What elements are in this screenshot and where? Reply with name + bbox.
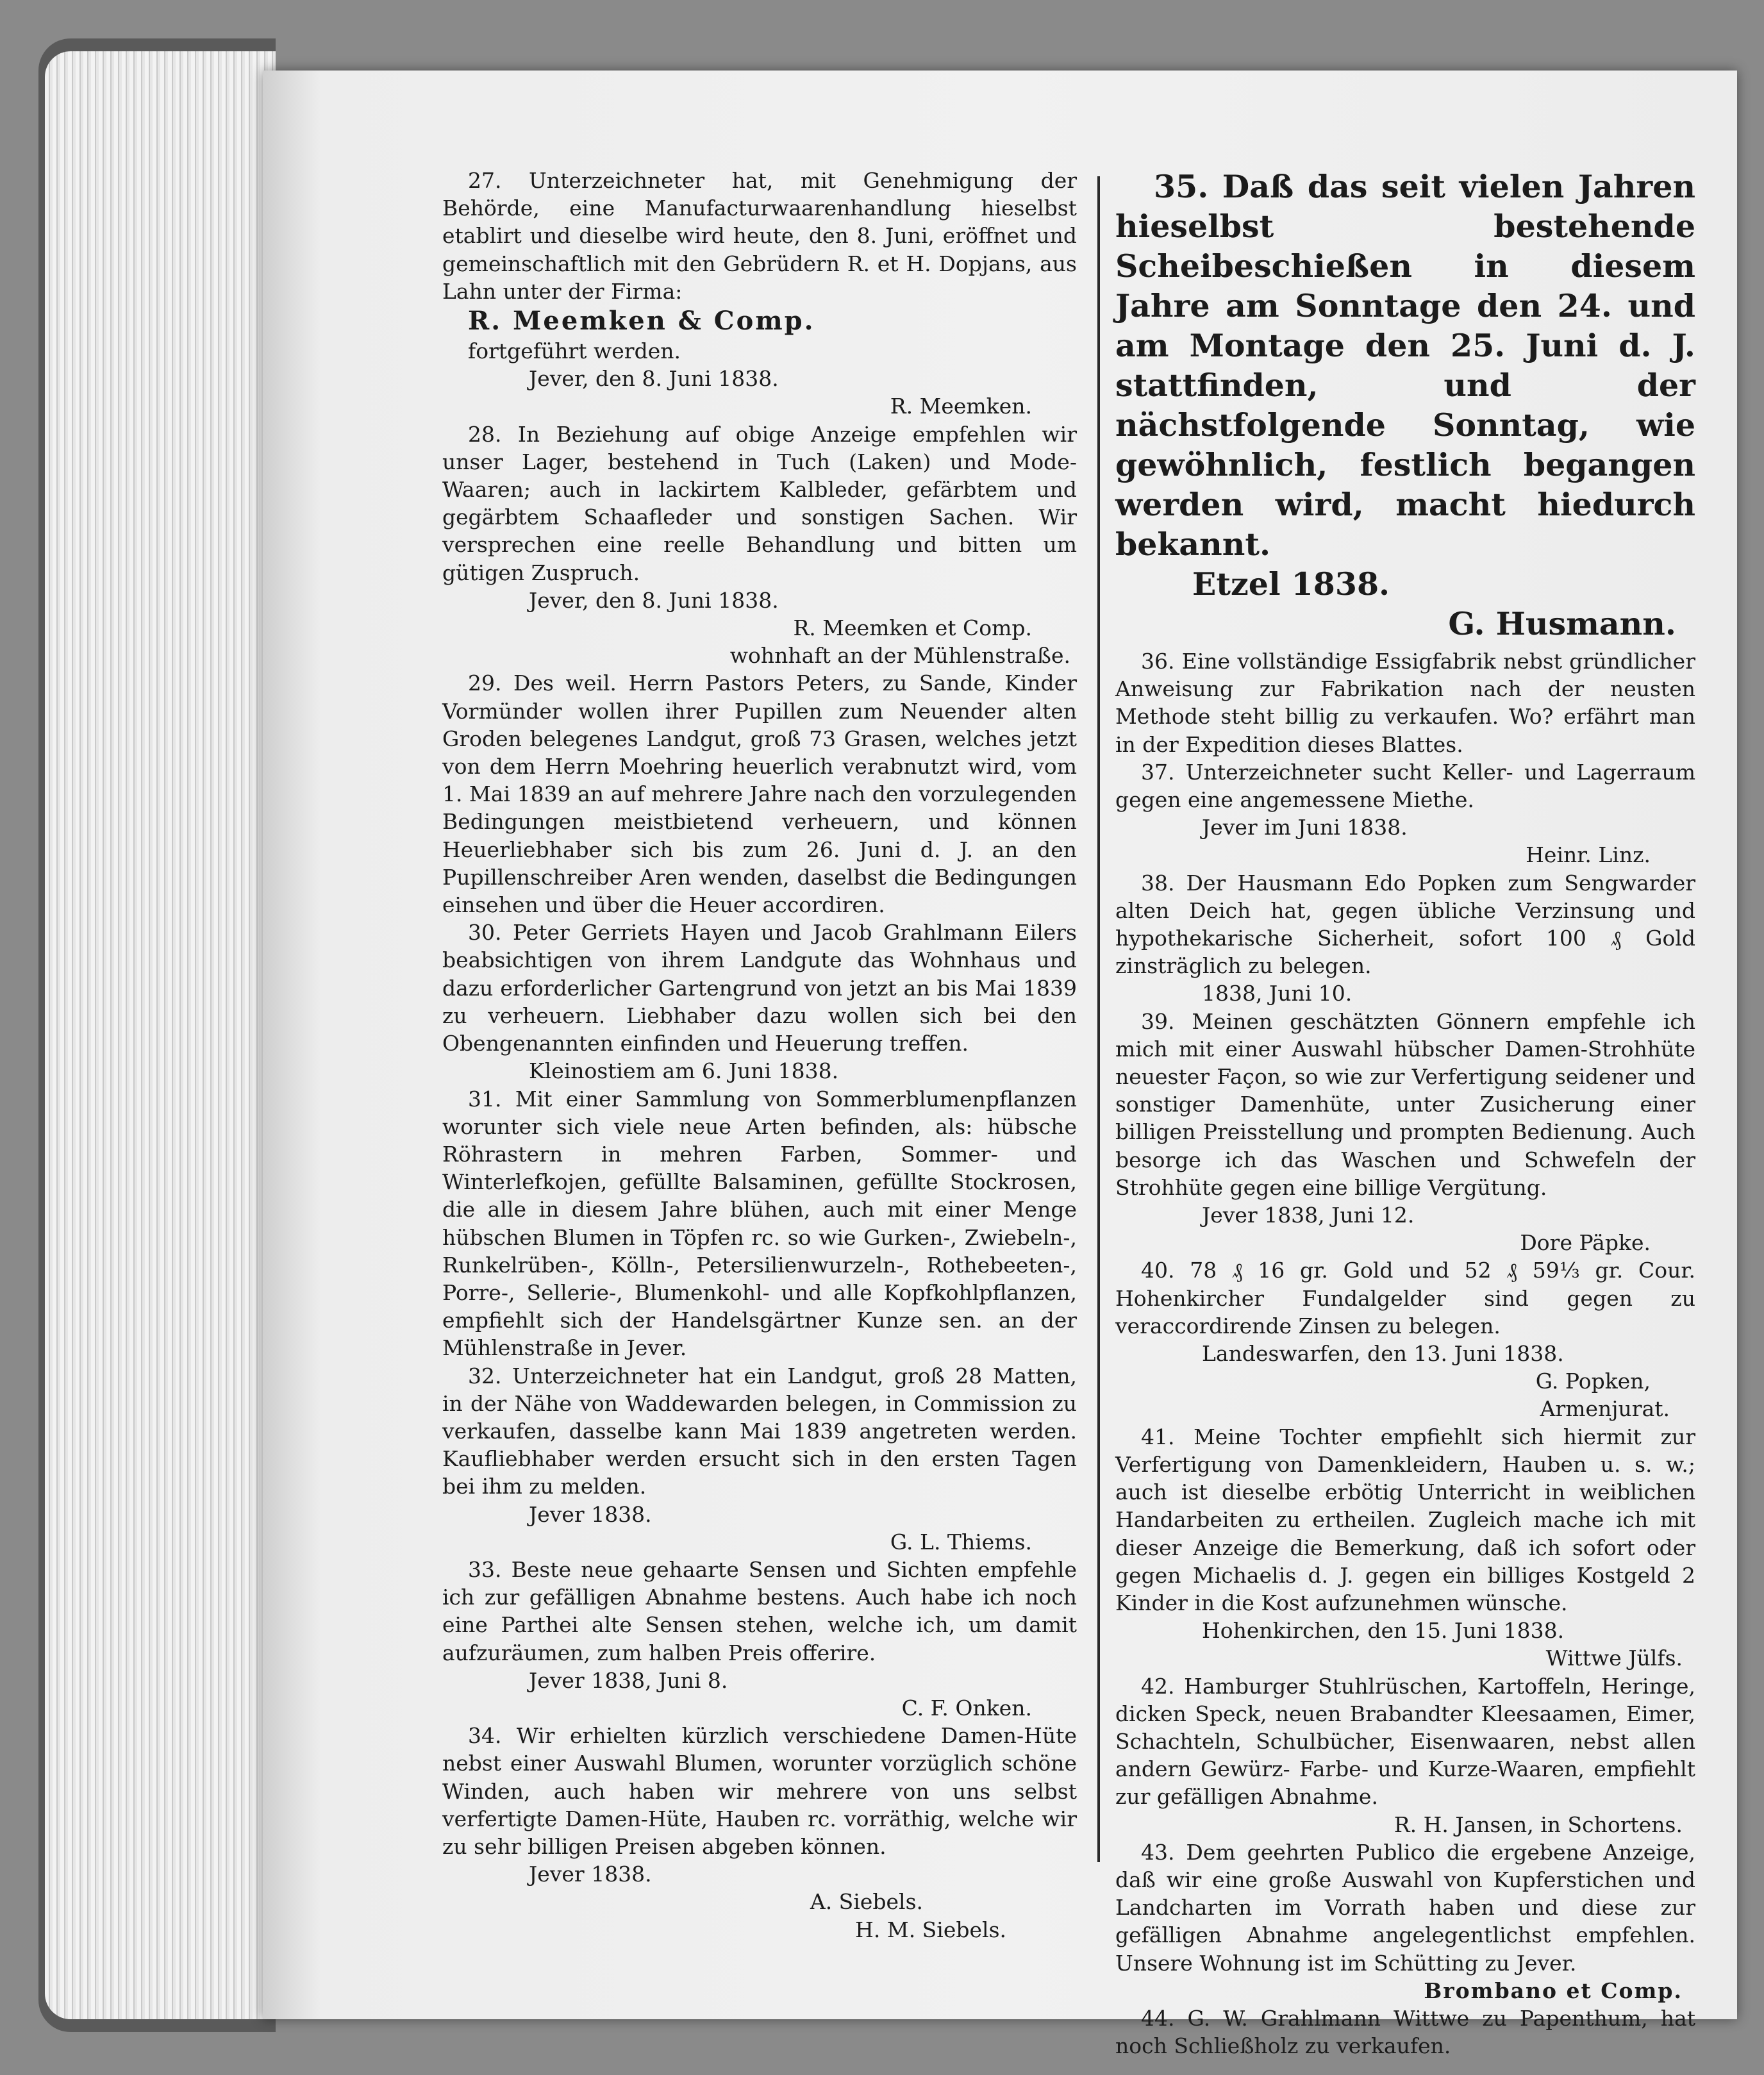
ad-36 [1115, 647, 1695, 758]
ad-text: 29. Des weil. Herrn Pastors Peters, zu Sande, Kinder Vormünder wollen ihrer Pupillen zum Neuender alten Groden belegenes Landgut, groß 73 Grasen, welches jetzt von dem Herrn Moehring heuerlich verabnutzt wird, vom 1. Mai 1839 an auf mehrere Jahre nach den vorzulegenden Bedingungen meistbietend verheuern, und können Heuerliebhaber sich bis zum 26. Juni d. J. an den Pupillenschreiber Aren wenden, daselbst die Bedingungen einsehen und über die Heuer accordiren. [442, 671, 1077, 918]
place-date: Landeswarfen, den 13. Juni 1838. [1202, 1341, 1564, 1367]
place-date: Jever, den 8. Juni 1838. [529, 587, 779, 613]
ad-43 [1115, 1838, 1695, 2004]
ad-32 [442, 1362, 1077, 1556]
ad-text: 35. Daß das seit vielen Jahren hieselbst bestehende Scheibeschießen in diesem Jahre am Sonntage den 24. und am Montage den 25. Juni d. J. stattfinden, und der nächstfolgende Sonntag, wie gewöhnlich, festlich begangen werden wird, macht hiedurch bekannt. [1115, 168, 1695, 563]
ad-38 [1115, 869, 1695, 1008]
ad-text: 31. Mit einer Sammlung von Sommerblumenpflanzen worunter sich viele neue Arten befinden, als: hübsche Röhrastern in mehren Farben, Sommer- und Winterlefkojen, gefüllte Balsaminen, gefüllte Stockrosen, die alle in diesem Jahre blühen, auch mit einer Menge hübschen Blumen in Töpfen rc. so wie Gurken-, Zwiebeln-, Runkelrüben-, Kölln-, Petersilienwurzeln-, Rothebeeten-, Porre-, Sellerie-, Blumenkohl- und alle Kopfkohlpflanzen, empfiehlt sich der Handelsgärtner Kunze sen. an der Mühlenstraße in Jever. [442, 1086, 1077, 1361]
ad-text: fortgeführt werden. [468, 338, 681, 364]
signature: R. Meemken. [890, 394, 1032, 419]
ad-text: 44. G. W. Grahlmann Wittwe zu Papenthum, hat noch Schließholz zu verkaufen. [1115, 2005, 1695, 2059]
signature: Dore Päpke. [1520, 1230, 1651, 1256]
signature: Brombano et Comp. [1424, 1978, 1683, 2003]
ad-text: 38. Der Hausmann Edo Popken zum Sengwarder alten Deich hat, gegen übliche Verzinsung und hypothekarische Sicherheit, sofort 100 ₰ Gold zinsträglich zu belegen. [1115, 870, 1695, 979]
ad-31 [442, 1085, 1077, 1362]
ad-37 [1115, 758, 1695, 869]
place-date: Jever 1838. [529, 1862, 652, 1887]
firm-name: R. Meemken & Comp. [468, 306, 815, 337]
ad-text: 39. Meinen geschätzten Gönnern empfehle ich mich mit einer Auswahl hübscher Damen-Strohhüte neuester Façon, so wie zur Verfertigung seidener und sonstiger Damenhüte, unter Zusicherung einer billigen Preisstellung und prompten Bedienung. Auch besorge ich das Waschen und Schwefeln der Strohhüte gegen eine billige Vergütung. [1115, 1008, 1695, 1200]
signature: G. Husmann. [1448, 605, 1676, 642]
book-page-edges [45, 51, 276, 2019]
place-date: Jever 1838, Juni 8. [529, 1667, 728, 1693]
ad-35 [1115, 167, 1695, 644]
ad-text: 33. Beste neue gehaarte Sensen und Sichten empfehle ich zur gefälligen Abnahme bestens. Auch habe ich noch eine Parthei alte Sensen stehen, welche ich, um damit aufzuräumen, zum halben Preis offerire. [442, 1556, 1077, 1665]
ad-33 [442, 1556, 1077, 1722]
ad-text: 32. Unterzeichneter hat ein Landgut, groß 28 Matten, in der Nähe von Waddewarden belegen, in Commission zu verkaufen, dasselbe kann Mai 1839 angetreten werden. Kaufliebhaber werden ersucht sich in den ersten Tagen bei ihm zu melden. [442, 1363, 1077, 1499]
signature-address: wohnhaft an der Mühlenstraße. [729, 643, 1070, 669]
ad-29 [442, 669, 1077, 919]
signature: G. L. Thiems. [890, 1529, 1032, 1554]
signature: R. H. Jansen, in Schortens. [1394, 1812, 1683, 1837]
place-date: Jever im Juni 1838. [1202, 815, 1408, 840]
place-date: 1838, Juni 10. [1202, 981, 1352, 1006]
ad-41 [1115, 1423, 1695, 1672]
place-date: Jever, den 8. Juni 1838. [529, 366, 779, 392]
ad-text: 28. In Beziehung auf obige Anzeige empfehlen wir unser Lager, bestehend in Tuch (Laken) und Mode-Waaren; auch in lackirtem Kalbleder, gefärbtem und gegärbtem Schaafleder und sonstigen Sachen. Wir versprechen eine reelle Behandlung und bitten um gütigen Zuspruch. [442, 421, 1077, 585]
ad-text: 43. Dem geehrten Publico die ergebene Anzeige, daß wir eine große Auswahl von Kupferstichen und Landcharten im Vorrath haben und diese zur gefälligen Abnahme angelegentlichst empfehlen. Unsere Wohnung ist im Schütting zu Jever. [1115, 1839, 1695, 1976]
ad-text: 27. Unterzeichneter hat, mit Genehmigung der Behörde, eine Manufacturwaarenhandlung hieselbst etablirt und dieselbe wird heute, den 8. Juni, eröffnet und gemeinschaftlich mit den Gebrüdern R. et H. Dopjans, aus Lahn unter der Firma: [442, 168, 1077, 304]
ad-text: 41. Meine Tochter empfiehlt sich hiermit zur Verfertigung von Damenkleidern, Hauben u. s. w.; auch ist dieselbe erbötig Unterricht in weiblichen Handarbeiten zu ertheilen. Zugleich mache ich mit dieser Anzeige die Bemerkung, daß ich sofort oder gegen Michaelis d. J. gegen ein billiges Kostgeld 2 Kinder in die Kost aufzunehmen wünsche. [1115, 1424, 1695, 1615]
ad-40 [1115, 1256, 1695, 1422]
ad-text: 37. Unterzeichneter sucht Keller- und Lagerraum gegen eine angemessene Miethe. [1115, 759, 1695, 813]
signature: A. Siebels. [810, 1889, 923, 1915]
ad-30 [442, 919, 1077, 1085]
ad-text: 30. Peter Gerriets Hayen und Jacob Grahlmann Eilers beabsichtigen von ihrem Landgute das Wohnhaus und dazu erforderlicher Gartengrund von jetzt an bis Mai 1839 zu verheuern. Liebhaber dazu wollen sich bei den Obengenannten einfinden und Heuerung treffen. [442, 920, 1077, 1056]
signature: Heinr. Linz. [1526, 842, 1651, 868]
place-date: Etzel 1838. [1192, 565, 1390, 603]
ad-28 [442, 421, 1077, 670]
left-column [442, 167, 1077, 1944]
ad-text: 36. Eine vollständige Essigfabrik nebst gründlicher Anweisung zur Fabrikation nach der neusten Methode steht billig zu verkaufen. Wo? erfährt man in der Expedition dieses Blattes. [1115, 649, 1695, 757]
ad-text: 40. 78 ₰ 16 gr. Gold und 52 ₰ 59⅓ gr. Cour. Hohenkircher Fundalgelder sind gegen zu veraccordirende Zinsen zu belegen. [1115, 1258, 1695, 1338]
ad-text: 34. Wir erhielten kürzlich verschiedene Damen-Hüte nebst einer Auswahl Blumen, worunter vorzüglich schöne Winden, auch haben wir mehrere von uns selbst verfertigte Damen-Hüte, Hauben rc. vorräthig, welche wir zu sehr billigen Preisen abgeben können. [442, 1723, 1077, 1859]
ad-44 [1115, 2004, 1695, 2060]
ad-42 [1115, 1672, 1695, 1838]
place-date: Jever 1838. [529, 1501, 652, 1527]
place-date: Kleinostiem am 6. Juni 1838. [529, 1058, 839, 1084]
signature: Wittwe Jülfs. [1545, 1646, 1683, 1671]
signature: H. M. Siebels. [855, 1917, 1006, 1942]
ad-34 [442, 1722, 1077, 1944]
right-column [1115, 167, 1695, 2060]
ad-text: 42. Hamburger Stuhlrüschen, Kartoffeln, Heringe, dicken Speck, neuen Brabandter Kleesaamen, Eimer, Schachteln, Schulbücher, Eisenwaaren, nebst allen andern Gewürz- Farbe- und Kurze-Waaren, empfiehlt zur gefälligen Abnahme. [1115, 1673, 1695, 1810]
signature-title: Armenjurat. [1540, 1396, 1670, 1422]
place-date: Jever 1838, Juni 12. [1202, 1203, 1415, 1228]
column-divider [1097, 176, 1100, 1862]
place-date: Hohenkirchen, den 15. Juni 1838. [1202, 1618, 1565, 1644]
ad-27 [442, 167, 1077, 421]
signature: G. Popken, [1535, 1369, 1651, 1394]
signature: C. F. Onken. [901, 1695, 1032, 1721]
signature: R. Meemken et Comp. [793, 615, 1032, 641]
ad-39 [1115, 1008, 1695, 1257]
